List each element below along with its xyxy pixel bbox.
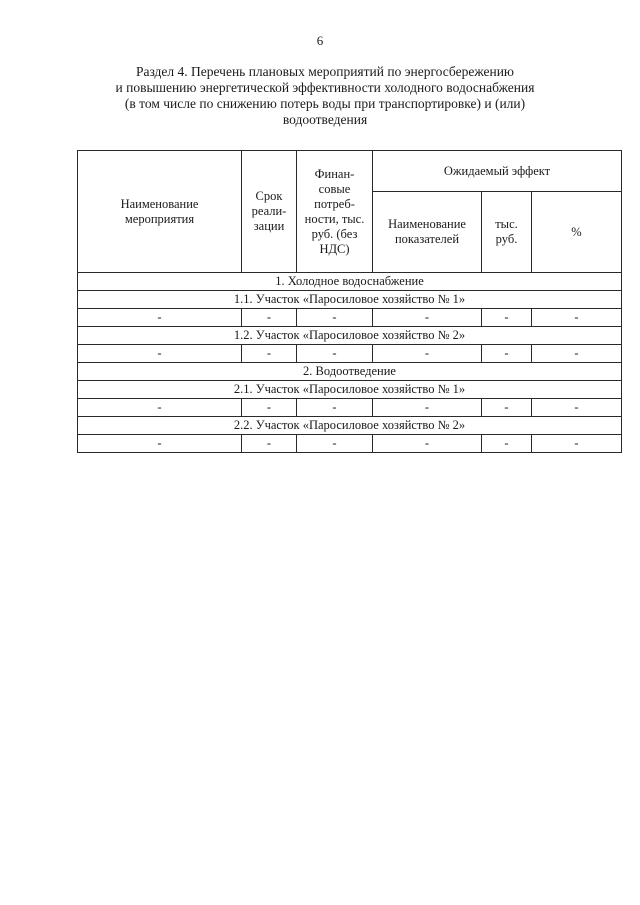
- table-cell: -: [532, 309, 622, 327]
- table-cell: -: [78, 309, 242, 327]
- section-label: 1. Холодное водоснабжение: [78, 273, 622, 291]
- title-line: и повышению энергетической эффективности холодного водоснабжения: [115, 80, 535, 95]
- subsection-row: [78, 381, 622, 399]
- measures-table: [77, 150, 622, 453]
- table-cell: -: [297, 435, 373, 453]
- subsection-label: 2.2. Участок «Паросиловое хозяйство № 2»: [78, 417, 622, 435]
- table-cell: -: [532, 345, 622, 363]
- page-number: 6: [316, 33, 324, 48]
- table-cell: -: [78, 399, 242, 417]
- table-cell: -: [78, 345, 242, 363]
- table-cell: -: [78, 435, 242, 453]
- table-cell: -: [297, 309, 373, 327]
- subsection-label: 2.1. Участок «Паросиловое хозяйство № 1»: [78, 381, 622, 399]
- header-term: Срок реали-зации: [242, 151, 297, 273]
- section-label: 2. Водоотведение: [78, 363, 622, 381]
- title-line: водоотведения: [282, 112, 368, 127]
- table-cell: -: [482, 399, 532, 417]
- table-cell: -: [297, 345, 373, 363]
- table-cell: -: [482, 309, 532, 327]
- table-cell: -: [242, 435, 297, 453]
- table-cell: -: [532, 399, 622, 417]
- table-row: [78, 345, 622, 363]
- title-line: Раздел 4. Перечень плановых мероприятий по энергосбережению: [135, 64, 515, 79]
- header-thousand-rub: тыс. руб.: [482, 192, 532, 273]
- subsection-row: [78, 417, 622, 435]
- header-indicator-name: Наименование показателей: [373, 192, 482, 273]
- subsection-label: 1.2. Участок «Паросиловое хозяйство № 2»: [78, 327, 622, 345]
- subsection-label: 1.1. Участок «Паросиловое хозяйство № 1»: [78, 291, 622, 309]
- subsection-row: [78, 291, 622, 309]
- table-cell: -: [242, 399, 297, 417]
- table-row: [78, 309, 622, 327]
- table-cell: -: [297, 399, 373, 417]
- table-row: [78, 399, 622, 417]
- table-cell: -: [373, 309, 482, 327]
- table-cell: -: [373, 435, 482, 453]
- header-finance: Финан-совые потреб-ности, тыс. руб. (без НДС): [297, 151, 373, 273]
- section-row: [78, 273, 622, 291]
- table-cell: -: [242, 345, 297, 363]
- table-row: [78, 435, 622, 453]
- table-cell: -: [482, 435, 532, 453]
- table-cell: -: [373, 399, 482, 417]
- header-expected-effect: Ожидаемый эффект: [373, 151, 622, 192]
- table-cell: -: [532, 435, 622, 453]
- table-cell: -: [242, 309, 297, 327]
- subsection-row: [78, 327, 622, 345]
- header-measure-name: Наименование мероприятия: [78, 151, 242, 273]
- section-row: [78, 363, 622, 381]
- header-percent: %: [532, 192, 622, 273]
- section-title: [90, 64, 560, 128]
- table-cell: -: [373, 345, 482, 363]
- table-cell: -: [482, 345, 532, 363]
- title-line: (в том числе по снижению потерь воды при транспортировке) и (или): [124, 96, 526, 111]
